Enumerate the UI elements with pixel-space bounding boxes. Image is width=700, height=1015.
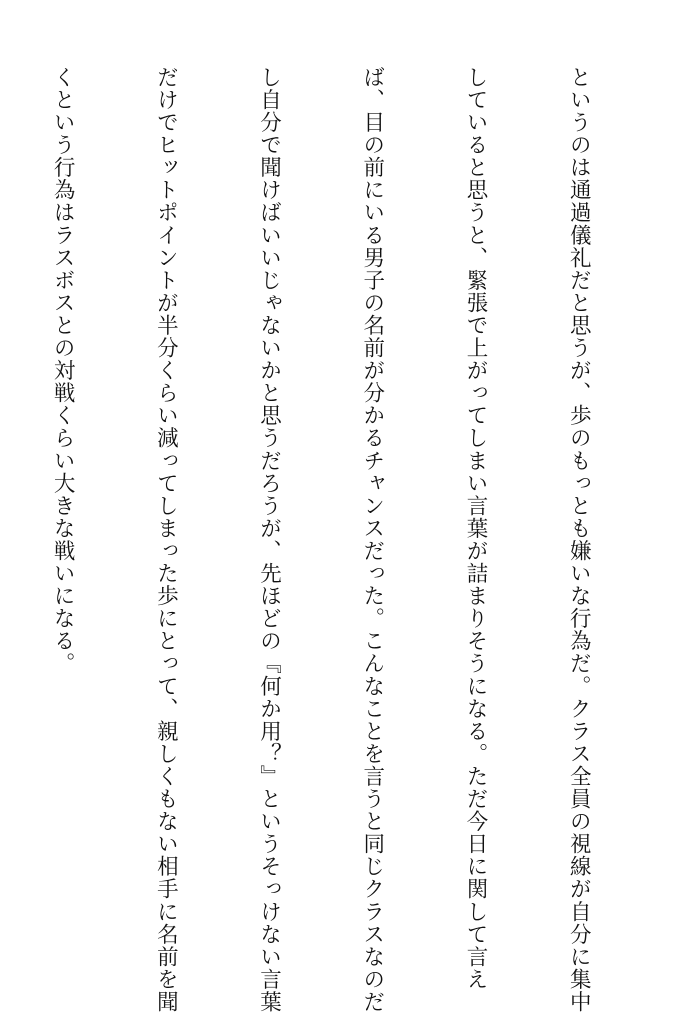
- text-line: していると思うと、緊張で上がってしまい言葉が詰まりそうになる。ただ今日に関して言え: [462, 66, 488, 991]
- text-line: だけでヒットポイントが半分くらい減ってしまった歩にとって、親しくもない相手に名前を聞: [153, 66, 179, 1014]
- text-line: し自分で聞けばいいじゃないかと思うだろうが、先ほどの『何か用？』というそっけない言葉: [256, 66, 282, 1014]
- text-line: ば、目の前にいる男子の名前が分かるチャンスだった。こんなことを言うと同じクラスなのだ: [359, 66, 385, 1014]
- vertical-text-body: [0, 66, 664, 1014]
- text-line: くという行為はラスボスとの対戦くらい大きな戦いになる。: [50, 66, 76, 675]
- text-line: というのは通過儀礼だと思うが、歩のもっとも嫌いな行為だ。クラス全員の視線が自分に集中: [566, 66, 592, 1014]
